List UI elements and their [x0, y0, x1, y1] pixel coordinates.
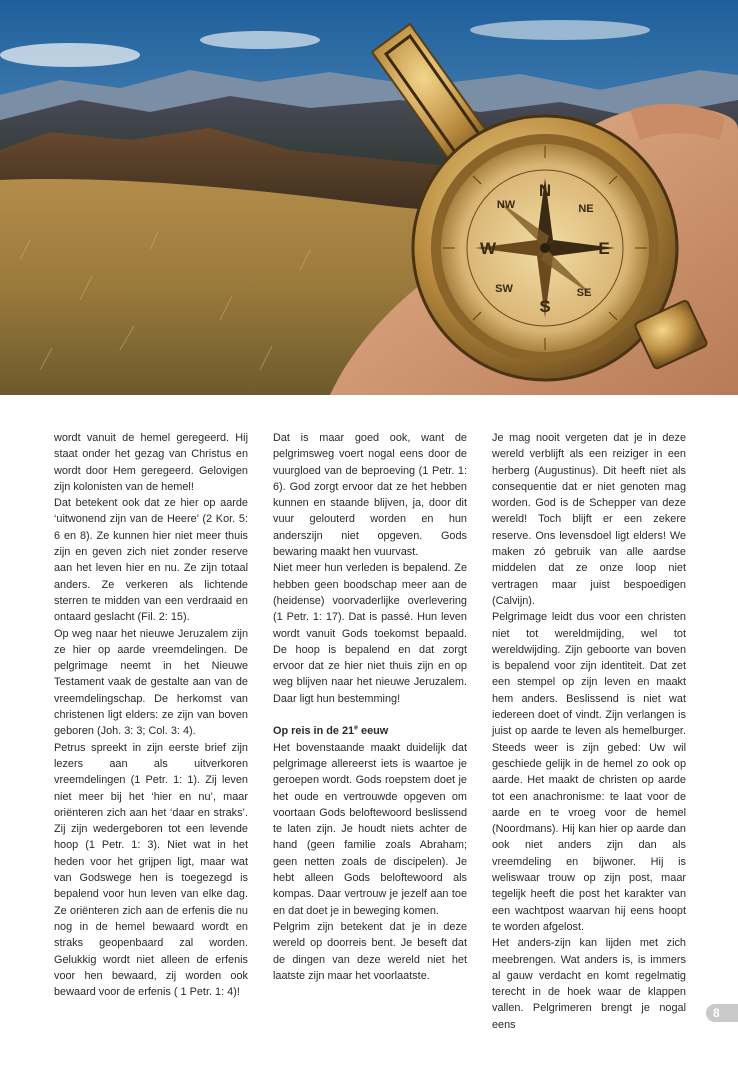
paragraph: wordt vanuit de hemel geregeerd. Hij staat onder het gezag van Christus en wordt door Hem geregeerd. Gelovigen zijn kolonisten van de hemel! [54, 432, 248, 493]
article-body [54, 430, 686, 1031]
section-heading-superscript: e [354, 724, 359, 732]
svg-text:W: W [479, 239, 497, 258]
paragraph: Pelgrimage leidt dus voor een christen niet tot wereldmijding, wel tot wereldwijding. Zijn geboorte van boven is bepalend voor zijn identiteit. Dat zet een stempel op zijn leven en maakt hem anders. Beslissend is niet wat iedereen doet of vindt. Zijn verlangen is juist op aarde te leven als hemelburger. Steeds weer is zijn gebed: Uw wil geschiede gelijk in de hemel zo ook op aarde. Het maakt de christen op aarde tot een anachronisme: te laat voor de aarde en te vroeg voor de hemel (Noordmans). Hij kan hier op aarde dan ook niet anders zijn dan als vreemdeling en bijwoner. Hij is weliswaar trouw op zijn post, maar tegelijk heeft die post het karakter van een wachtpost waarvan hij eens hoopt te worden afgelost. [492, 611, 686, 933]
svg-text:SW: SW [495, 283, 513, 295]
paragraph: Niet meer hun verleden is bepalend. Ze hebben geen boodschap meer aan de (heidense) voorvaderlijke overlevering (1 Petr. 1: 17). Dat is passé. Hun leven wordt vanuit Gods toekomst bepaald. De hoop is bepalend en dat zorgt ervoor dat ze hier niet thuis zijn en op weg blijven naar het nieuwe Jeruzalem. Daar ligt hun bestemming! [273, 562, 467, 705]
page-number: 8 [706, 1004, 738, 1022]
section-heading-tail: eeuw [358, 725, 389, 738]
paragraph: Dat is maar goed ook, want de pelgrimsweg voert nogal eens door de vuurgloed van de beproeving (1 Petr. 1: 6). God zorgt ervoor dat ze het hebben kunnen en staande blijven, ja, door dit vuur gelouterd worden en hun anderszijn niet opgeven. Gods bewaring maakt hen vuurvast. [273, 432, 467, 559]
svg-text:E: E [598, 239, 610, 258]
svg-text:NW: NW [496, 199, 516, 211]
paragraph: Het bovenstaande maakt duidelijk dat pelgrimage allereerst iets is waartoe je geroepen wordt. Gods roepstem doet je het oude en vertrouwde opgeven om voortaan Gods beloftewoord beslissend te laten zijn. Je houdt niets achter de hand (geen familie zoals Abraham; geen netten zoals de discipelen). Je hebt alleen Gods beloftewoord als kompas. Daar vertrouw je jezelf aan toe en dat doet je in beweging komen. [273, 741, 467, 917]
paragraph: Pelgrim zijn betekent dat je in deze wereld op doorreis bent. Je beseft dat de dingen van deze wereld niet het laatste zijn maar het voorlaatste. [273, 920, 467, 982]
paragraph: Dat betekent ook dat ze hier op aarde ‘uitwonend zijn van de Heere’ (2 Kor. 5: 6 en 8). Ze kunnen hier niet meer thuis zijn en geven zich niet zonder reserve aan het leven hier en nu. Ze zijn totaal anders. Ze verkeren als lichtende sterren te midden van een verdraaid en ontaard geslacht (Fil. 2: 15). [54, 497, 248, 624]
compass-photo-icon [0, 0, 738, 395]
column-3 [492, 430, 686, 1033]
paragraph: Op weg naar het nieuwe Jeruzalem zijn ze hier op aarde vreemdelingen. De pelgrimage neemt in het Nieuwe Testament vaak de gestalte aan van de vreemdelingschap. De herkomst van christenen ligt elders: ze zijn van boven geboren (Joh. 3: 3; Col. 3: 4). [54, 627, 248, 738]
section-heading-text: Op reis in de 21 [273, 725, 355, 738]
paragraph: Je mag nooit vergeten dat je in deze wereld verblijft als een reiziger in een herberg (Augustinus). Dit heeft niet als consequentie dat er niet genoten mag worden. God is de Schepper van deze wereld! Toch blijft er een zekere reserve. Ons levensdoel ligt elders! We maken zó gebruik van alle aardse middelen dat ze onze loop niet vertragen maar juist bespoedigen (Calvijn). [492, 432, 686, 607]
svg-text:NE: NE [578, 203, 594, 215]
paragraph: Petrus spreekt in zijn eerste brief zijn lezers aan als uitverkoren vreemdelingen (1 Petr. 1: 1). Zij leven niet meer bij het ‘hier en nu’, maar oriënteren zich aan het ‘daar en straks’. Zij zijn wedergeboren tot een levende hoop (1 Petr. 1: 3). Niet wat in het heden voor het grijpen ligt, maar wat van Godswege hen is toegezegd is bepalend voor hun leven van elke dag. Ze oriënteren zich aan de erfenis die nu nog in de hemel bewaard wordt en straks geopenbaard zal worden. Gelukkig wordt niet alleen de erfenis voor hen bewaard, zij worden ook bewaard voor de erfenis ( 1 Petr. 1: 4)! [54, 741, 248, 999]
svg-text:S: S [539, 297, 551, 316]
svg-text:N: N [538, 181, 552, 200]
paragraph: Het anders-zijn kan lijden met zich meebrengen. Wat anders is, is immers al gauw verdacht en komt regelmatig terecht in de hoek waar de klappen vallen. Pelgrimeren brengt je nogal eens [492, 937, 686, 1031]
column-1 [54, 430, 248, 1000]
hero-photo [0, 0, 738, 395]
svg-text:SE: SE [576, 287, 592, 299]
section-heading [273, 723, 467, 739]
column-2 [273, 430, 467, 984]
